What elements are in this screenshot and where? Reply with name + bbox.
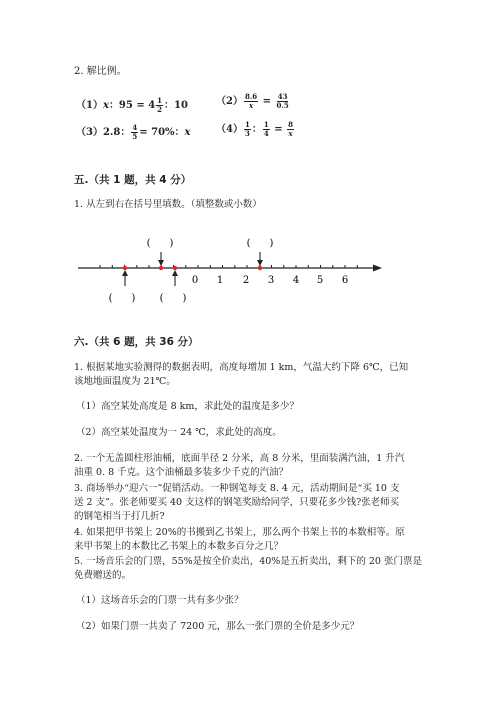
equals-sign: = xyxy=(274,124,283,135)
numerator: 1 xyxy=(263,120,269,129)
fraction xyxy=(287,121,294,138)
variable: x xyxy=(184,127,191,138)
denominator: 5 xyxy=(132,132,138,141)
s6-q5-line2: 免费赠送的。 xyxy=(74,570,132,581)
s6-q5-line1: 5. 一场音乐会的门票，55%是按全价卖出，40%是五折卖出，剩下的 20 张门票是 xyxy=(74,556,422,567)
tick-label-3: 3 xyxy=(267,275,275,286)
section5-heading: 五.（共 1 题，共 4 分） xyxy=(74,174,192,186)
denominator: x xyxy=(288,129,293,138)
tick-label-1: 1 xyxy=(216,275,224,286)
point-marker xyxy=(258,266,262,270)
equation-part: = 70%： xyxy=(139,127,185,138)
equation-number: （4） xyxy=(216,124,243,135)
s6-q2-line1: 2. 一个无盖圆柱形油桶，底面半径 2 分米，高 8 分米，里面装满汽油，1 升汽 xyxy=(74,453,405,464)
s6-q3-line3: 的钢笔相当于打几折? xyxy=(74,511,165,522)
arrowhead-icon xyxy=(257,260,263,266)
point-marker xyxy=(173,266,177,270)
denominator: x xyxy=(248,101,254,110)
answer-blank-top-2[interactable]: ( ) xyxy=(246,238,274,249)
q2-title: 2. 解比例。 xyxy=(74,66,127,77)
arrowhead-icon xyxy=(158,260,164,266)
fraction xyxy=(263,121,270,138)
equation-1 xyxy=(76,96,188,114)
tick-label-4: 4 xyxy=(292,275,300,286)
numerator: 43 xyxy=(277,92,288,101)
equation-number: （2） xyxy=(216,96,243,107)
equation-2 xyxy=(216,92,291,110)
tick-label-0: 0 xyxy=(191,275,199,286)
denominator: 2 xyxy=(157,105,163,114)
ratio-sign: ： xyxy=(251,124,262,135)
answer-blank-bottom-2[interactable]: ( ) xyxy=(159,293,187,304)
tick-label-2: 2 xyxy=(242,275,250,286)
numerator: 8 xyxy=(288,120,293,129)
numerator: 1 xyxy=(157,96,163,105)
s6-q5-sub2: （2）如果门票一共卖了 7200 元，那么一张门票的全价是多少元？ xyxy=(76,621,360,632)
tick-label-5: 5 xyxy=(316,275,324,286)
s6-q3-line2: 送 2 支”。张老师要买 40 支这样的钢笔奖励给同学，只要花多少钱?张老师买 xyxy=(74,497,400,508)
s6-q2-line2: 油重 0. 8 千克。这个油桶最多装多少千克的汽油？ xyxy=(74,467,289,478)
equation-part: 2.8： xyxy=(102,127,131,138)
s6-q1-line2: 该地地面温度为 21℃。 xyxy=(74,376,176,387)
s6-q1-sub1: （1）高空某处高度是 8 km，求此处的温度是多少？ xyxy=(76,401,299,412)
s6-q3-line1: 3. 商场举办“迎六一”促销活动。一种钢笔每支 8. 4 元，活动期间是“买 10 支 xyxy=(74,483,400,494)
fraction xyxy=(244,121,251,138)
s6-q5-sub1: （1）这场音乐会的门票一共有多少张？ xyxy=(76,595,244,606)
fraction xyxy=(244,93,258,110)
fraction xyxy=(156,97,163,114)
numerator: 4 xyxy=(132,123,138,132)
fraction xyxy=(131,124,138,141)
numerator: 1 xyxy=(244,120,250,129)
denominator: 0.5 xyxy=(276,101,289,110)
answer-blank-bottom-1[interactable]: ( ) xyxy=(108,293,136,304)
section5-q1: 1. 从左到右在括号里填数。（填整数或小数） xyxy=(74,199,262,210)
s6-q1-sub2: （2）高空某处温度为一 24 ℃，求此处的高度。 xyxy=(76,427,282,438)
equation-part: ：95 = 4 xyxy=(108,100,156,111)
denominator: 3 xyxy=(244,129,250,138)
equation-part: ：10 xyxy=(164,100,188,111)
equation-4 xyxy=(216,120,295,138)
s6-q4-line1: 4. 如果把甲书架上 20%的书搬到乙书架上，那么两个书架上书的本数相等。原 xyxy=(74,527,405,538)
answer-blank-top-1[interactable]: ( ) xyxy=(146,238,174,249)
section6-heading: 六.（共 6 题，共 36 分） xyxy=(74,336,199,348)
numerator: 8.6 xyxy=(244,92,258,101)
point-marker xyxy=(159,266,163,270)
tick-label-6: 6 xyxy=(341,275,349,286)
arrowhead-icon xyxy=(172,270,178,276)
equation-number: （3） xyxy=(76,127,103,138)
variable: x xyxy=(102,100,109,111)
denominator: 4 xyxy=(263,129,269,138)
equals-sign: = xyxy=(262,96,272,107)
s6-q1-line1: 1. 根据某地实验测得的数据表明，高度每增加 1 km，气温大约下降 6℃，已知 xyxy=(74,362,409,373)
fraction xyxy=(276,93,290,110)
axis-arrow-icon xyxy=(373,265,382,272)
arrowhead-icon xyxy=(122,270,128,276)
number-line-figure xyxy=(60,232,400,312)
equation-3 xyxy=(76,123,191,141)
s6-q4-line2: 来甲书架上的本数比乙书架上的本数多百分之几？ xyxy=(74,541,284,552)
equation-number: （1） xyxy=(76,100,103,111)
point-marker xyxy=(123,266,127,270)
